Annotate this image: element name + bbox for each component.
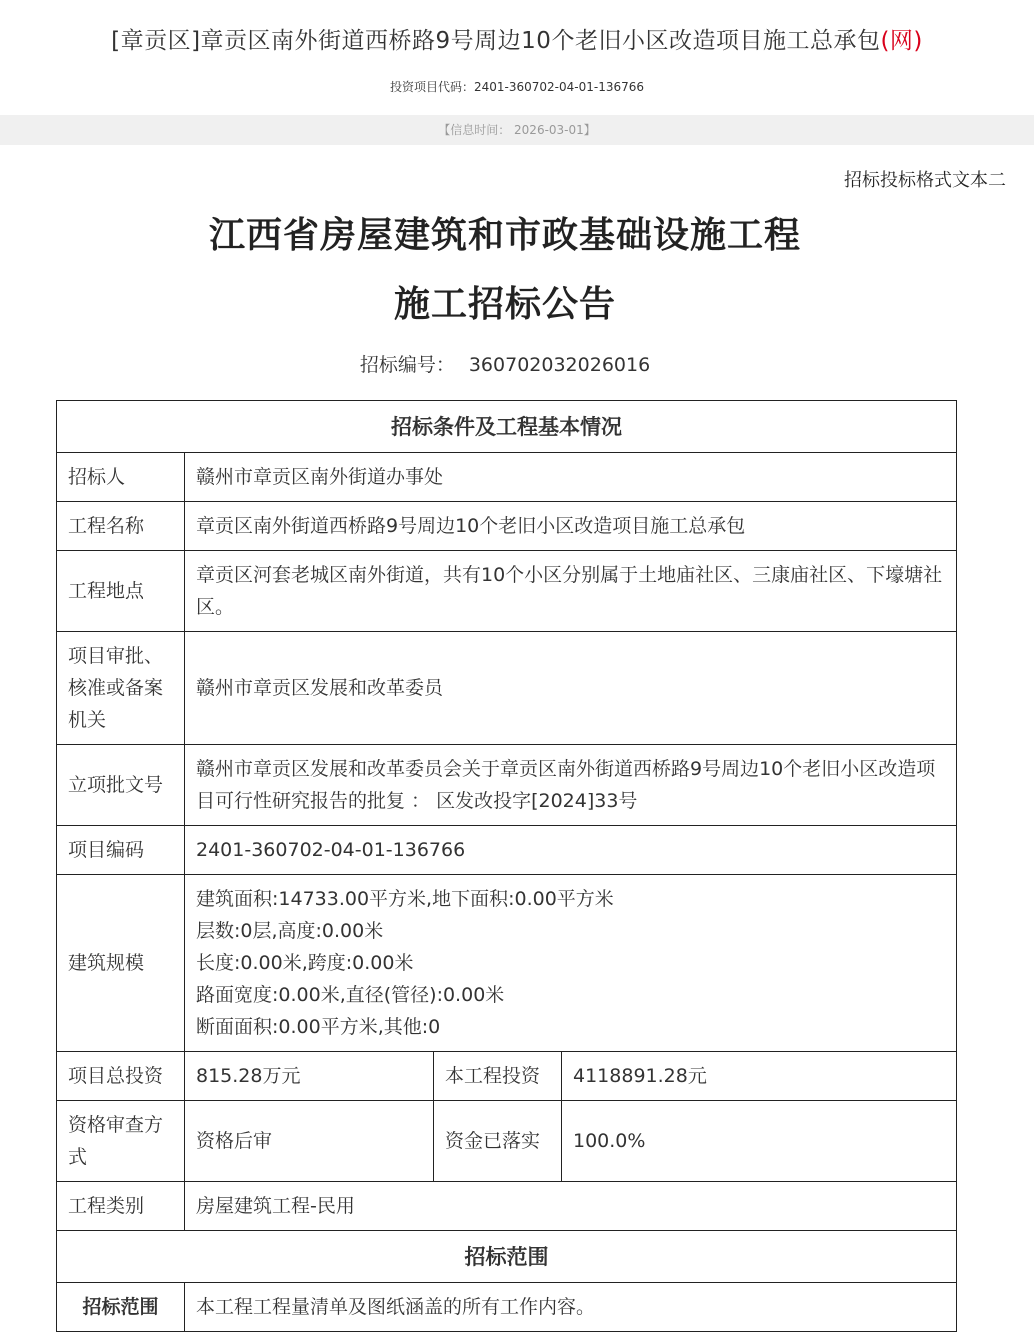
table-row (57, 502, 957, 551)
scale-line: 长度:0.00米,跨度:0.00米 (196, 952, 414, 974)
qualification-review-label: 资格审查方式 (57, 1101, 185, 1182)
page-title (0, 22, 1034, 55)
funds-secured-value: 100.0% (562, 1101, 957, 1182)
project-investment-value: 4118891.28元 (562, 1052, 957, 1101)
investment-code (0, 78, 1034, 95)
table-row (57, 875, 957, 1052)
category-value: 房屋建筑工程-民用 (185, 1182, 957, 1231)
project-name-value: 章贡区南外街道西桥路9号周边10个老旧小区改造项目施工总承包 (185, 502, 957, 551)
notice-table (56, 400, 957, 1332)
qualification-review-value: 资格后审 (185, 1101, 434, 1182)
section-heading-scope: 招标范围 (57, 1231, 957, 1283)
category-label: 工程类别 (57, 1182, 185, 1231)
table-row (57, 401, 957, 453)
total-investment-label: 项目总投资 (57, 1052, 185, 1101)
approval-org-label: 项目审批、核准或备案机关 (57, 632, 185, 745)
investment-code-value: 2401-360702-04-01-136766 (474, 80, 645, 94)
bid-number-label: 招标编号： (359, 354, 455, 376)
total-investment-value: 815.28万元 (185, 1052, 434, 1101)
table-row (57, 826, 957, 875)
investment-code-label: 投资项目代码： (389, 80, 474, 94)
scale-line: 层数:0层,高度:0.00米 (196, 920, 384, 942)
project-code-value: 2401-360702-04-01-136766 (185, 826, 957, 875)
bid-number-value: 360702032026016 (468, 354, 651, 376)
scope-label: 招标范围 (57, 1283, 185, 1332)
approval-org-value: 赣州市章贡区发展和改革委员 (185, 632, 957, 745)
project-investment-label: 本工程投资 (434, 1052, 562, 1101)
scale-line: 建筑面积:14733.00平方米,地下面积:0.00平方米 (196, 888, 614, 910)
document-title-line2: 施工招标公告 (393, 284, 616, 325)
info-time-bar (0, 115, 1034, 145)
table-row (57, 745, 957, 826)
table-row (57, 632, 957, 745)
location-value: 章贡区河套老城区南外街道，共有10个小区分别属于土地庙社区、三康庙社区、下壕塘社区。 (185, 551, 957, 632)
project-name-label: 工程名称 (57, 502, 185, 551)
table-row (57, 551, 957, 632)
tenderer-label: 招标人 (57, 453, 185, 502)
scale-value (185, 875, 957, 1052)
approval-doc-value: 赣州市章贡区发展和改革委员会关于章贡区南外街道西桥路9号周边10个老旧小区改造项目可行性研究报告的批复 ： 区发改投字[2024]33号 (185, 745, 957, 826)
tenderer-value: 赣州市章贡区南外街道办事处 (185, 453, 957, 502)
approval-doc-label: 立项批文号 (57, 745, 185, 826)
document-title-line1: 江西省房屋建筑和市政基础设施工程 (208, 215, 801, 256)
info-time: 【信息时间： 2026-03-01】 (438, 123, 596, 137)
page-title-text: [章贡区]章贡区南外街道西桥路9号周边10个老旧小区改造项目施工总承包 (111, 28, 881, 54)
funds-secured-label: 资金已落实 (434, 1101, 562, 1182)
scale-line: 路面宽度:0.00米,直径(管径):0.00米 (196, 984, 505, 1006)
scale-line: 断面面积:0.00平方米,其他:0 (196, 1016, 441, 1038)
table-row (57, 1101, 957, 1182)
project-code-label: 项目编码 (57, 826, 185, 875)
scale-label: 建筑规模 (57, 875, 185, 1052)
table-row (57, 1283, 957, 1332)
format-label: 招标投标格式文本二 (844, 170, 1006, 191)
section-heading-conditions: 招标条件及工程基本情况 (57, 401, 957, 453)
location-label: 工程地点 (57, 551, 185, 632)
scope-value: 本工程工程量清单及图纸涵盖的所有工作内容。 (185, 1283, 957, 1332)
bid-number (0, 350, 1010, 377)
table-row (57, 1052, 957, 1101)
table-row (57, 1182, 957, 1231)
table-row (57, 1231, 957, 1283)
page-title-suffix: (网) (880, 28, 923, 54)
table-row (57, 453, 957, 502)
